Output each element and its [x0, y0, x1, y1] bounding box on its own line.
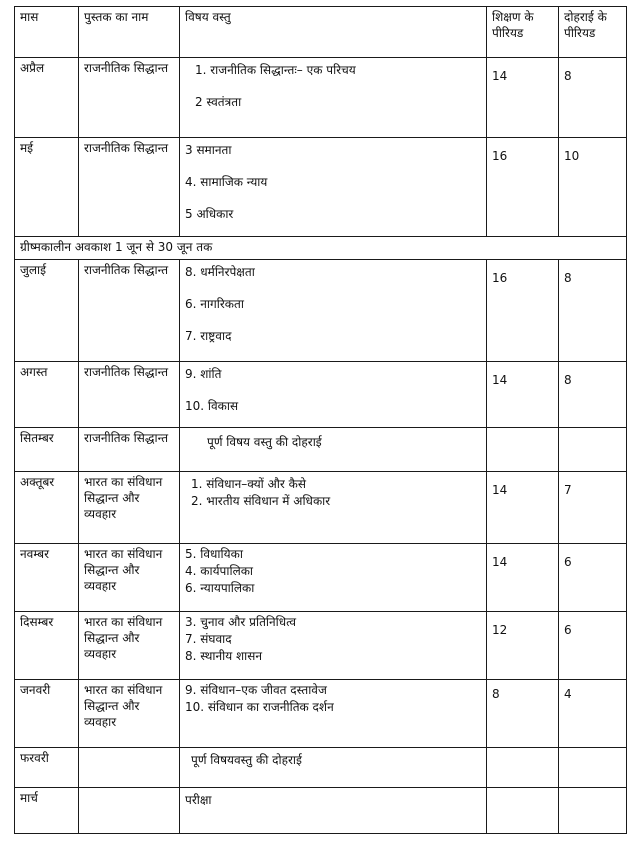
teaching-periods-cell — [487, 58, 559, 138]
content-cell — [180, 680, 487, 748]
topic-item: 4. सामाजिक न्याय — [185, 175, 268, 189]
syllabus-table — [14, 6, 627, 834]
content-cell — [180, 138, 487, 237]
header-revision-periods: दोहराई के पीरियड — [559, 7, 627, 58]
revision-periods-value: 7 — [564, 483, 572, 497]
revision-periods-cell — [559, 748, 627, 788]
content-cell — [180, 788, 487, 834]
teaching-periods-cell — [487, 680, 559, 748]
content-cell — [180, 260, 487, 362]
vacation-note: ग्रीष्मकालीन अवकाश 1 जून से 30 जून तक — [15, 237, 627, 260]
book-cell — [79, 748, 180, 788]
book-cell: भारत का संविधान सिद्धान्त और व्यवहार — [79, 544, 180, 612]
month-cell: सितम्बर — [15, 428, 79, 472]
teaching-periods-cell — [487, 362, 559, 428]
month-cell: जुलाई — [15, 260, 79, 362]
topic-item: 9. शांति — [185, 367, 222, 381]
header-month: मास — [15, 7, 79, 58]
book-cell: राजनीतिक सिद्धान्त — [79, 428, 180, 472]
header-teaching-periods: शिक्षण के पीरियड — [487, 7, 559, 58]
content-cell — [180, 58, 487, 138]
revision-periods-value: 8 — [564, 373, 572, 387]
header-book: पुस्तक का नाम — [79, 7, 180, 58]
header-content: विषय वस्तु — [180, 7, 487, 58]
topic-item: 8. धर्मनिरपेक्षता — [185, 265, 255, 279]
month-cell: नवम्बर — [15, 544, 79, 612]
revision-periods-cell — [559, 138, 627, 237]
revision-periods-value: 6 — [564, 555, 572, 569]
teaching-periods-value: 16 — [492, 149, 508, 163]
topic-item: 2. भारतीय संविधान में अधिकार — [191, 494, 331, 508]
teaching-periods-value: 14 — [492, 373, 508, 387]
book-cell: भारत का संविधान सिद्धान्त और व्यवहार — [79, 680, 180, 748]
topic-item: 10. संविधान का राजनीतिक दर्शन — [185, 700, 334, 714]
topic-item: 7. राष्ट्रवाद — [185, 329, 232, 343]
month-cell: जनवरी — [15, 680, 79, 748]
revision-periods-cell — [559, 544, 627, 612]
content-cell — [180, 428, 487, 472]
revision-periods-cell — [559, 472, 627, 544]
teaching-periods-cell — [487, 472, 559, 544]
teaching-periods-cell — [487, 544, 559, 612]
month-cell: मई — [15, 138, 79, 237]
revision-periods-cell — [559, 680, 627, 748]
revision-periods-cell — [559, 788, 627, 834]
topic-item: 3. चुनाव और प्रतिनिधित्व — [185, 615, 297, 629]
topic-item: 5 अधिकार — [185, 207, 234, 221]
book-cell — [79, 788, 180, 834]
revision-periods-value: 8 — [564, 271, 572, 285]
topic-item: पूर्ण विषय वस्तु की दोहराई — [207, 435, 322, 449]
month-cell: अप्रैल — [15, 58, 79, 138]
revision-periods-cell — [559, 428, 627, 472]
teaching-periods-value: 8 — [492, 687, 500, 701]
topic-item: 4. कार्यपालिका — [185, 564, 254, 578]
topic-item: 5. विधायिका — [185, 547, 243, 561]
teaching-periods-value: 14 — [492, 483, 508, 497]
table-row — [15, 58, 627, 138]
table-row — [15, 788, 627, 834]
topic-item: 1. संविधान–क्यों और कैसे — [191, 477, 306, 491]
topic-item: 1. राजनीतिक सिद्धान्तः– एक परिचय — [195, 63, 356, 77]
teaching-periods-cell — [487, 788, 559, 834]
header-row — [15, 7, 627, 58]
book-cell: भारत का संविधान सिद्धान्त और व्यवहार — [79, 472, 180, 544]
content-cell — [180, 362, 487, 428]
revision-periods-value: 8 — [564, 69, 572, 83]
topic-item: 6. नागरिकता — [185, 297, 244, 311]
teaching-periods-cell — [487, 612, 559, 680]
book-cell: राजनीतिक सिद्धान्त — [79, 260, 180, 362]
vacation-row — [15, 237, 627, 260]
topic-item: 3 समानता — [185, 143, 232, 157]
table-row — [15, 428, 627, 472]
content-cell — [180, 612, 487, 680]
book-cell: भारत का संविधान सिद्धान्त और व्यवहार — [79, 612, 180, 680]
topic-item: 9. संविधान–एक जीवत दस्तावेज — [185, 683, 327, 697]
month-cell: अक्तूबर — [15, 472, 79, 544]
month-cell: फरवरी — [15, 748, 79, 788]
table-row — [15, 544, 627, 612]
teaching-periods-value: 14 — [492, 555, 508, 569]
content-cell — [180, 748, 487, 788]
teaching-periods-value: 16 — [492, 271, 508, 285]
topic-item: परीक्षा — [185, 793, 212, 807]
table-row — [15, 748, 627, 788]
book-cell: राजनीतिक सिद्धान्त — [79, 362, 180, 428]
revision-periods-value: 6 — [564, 623, 572, 637]
teaching-periods-cell — [487, 260, 559, 362]
content-cell — [180, 472, 487, 544]
table-row — [15, 362, 627, 428]
topic-item: 8. स्थानीय शासन — [185, 649, 263, 663]
table-row — [15, 138, 627, 237]
topic-item: 6. न्यायपालिका — [185, 581, 255, 595]
book-cell: राजनीतिक सिद्धान्त — [79, 138, 180, 237]
revision-periods-cell — [559, 260, 627, 362]
teaching-periods-cell — [487, 748, 559, 788]
revision-periods-value: 10 — [564, 149, 580, 163]
topic-item: 2 स्वतंत्रता — [195, 95, 242, 109]
teaching-periods-value: 12 — [492, 623, 508, 637]
table-row — [15, 612, 627, 680]
content-cell — [180, 544, 487, 612]
teaching-periods-cell — [487, 428, 559, 472]
topic-item: 7. संघवाद — [185, 632, 232, 646]
revision-periods-cell — [559, 362, 627, 428]
revision-periods-value: 4 — [564, 687, 572, 701]
revision-periods-cell — [559, 612, 627, 680]
table-row — [15, 260, 627, 362]
topic-item: 10. विकास — [185, 399, 239, 413]
revision-periods-cell — [559, 58, 627, 138]
table-row — [15, 472, 627, 544]
month-cell: मार्च — [15, 788, 79, 834]
table-row — [15, 680, 627, 748]
month-cell: अगस्त — [15, 362, 79, 428]
month-cell: दिसम्बर — [15, 612, 79, 680]
topic-item: पूर्ण विषयवस्तु की दोहराई — [191, 753, 302, 767]
book-cell: राजनीतिक सिद्धान्त — [79, 58, 180, 138]
teaching-periods-cell — [487, 138, 559, 237]
teaching-periods-value: 14 — [492, 69, 508, 83]
